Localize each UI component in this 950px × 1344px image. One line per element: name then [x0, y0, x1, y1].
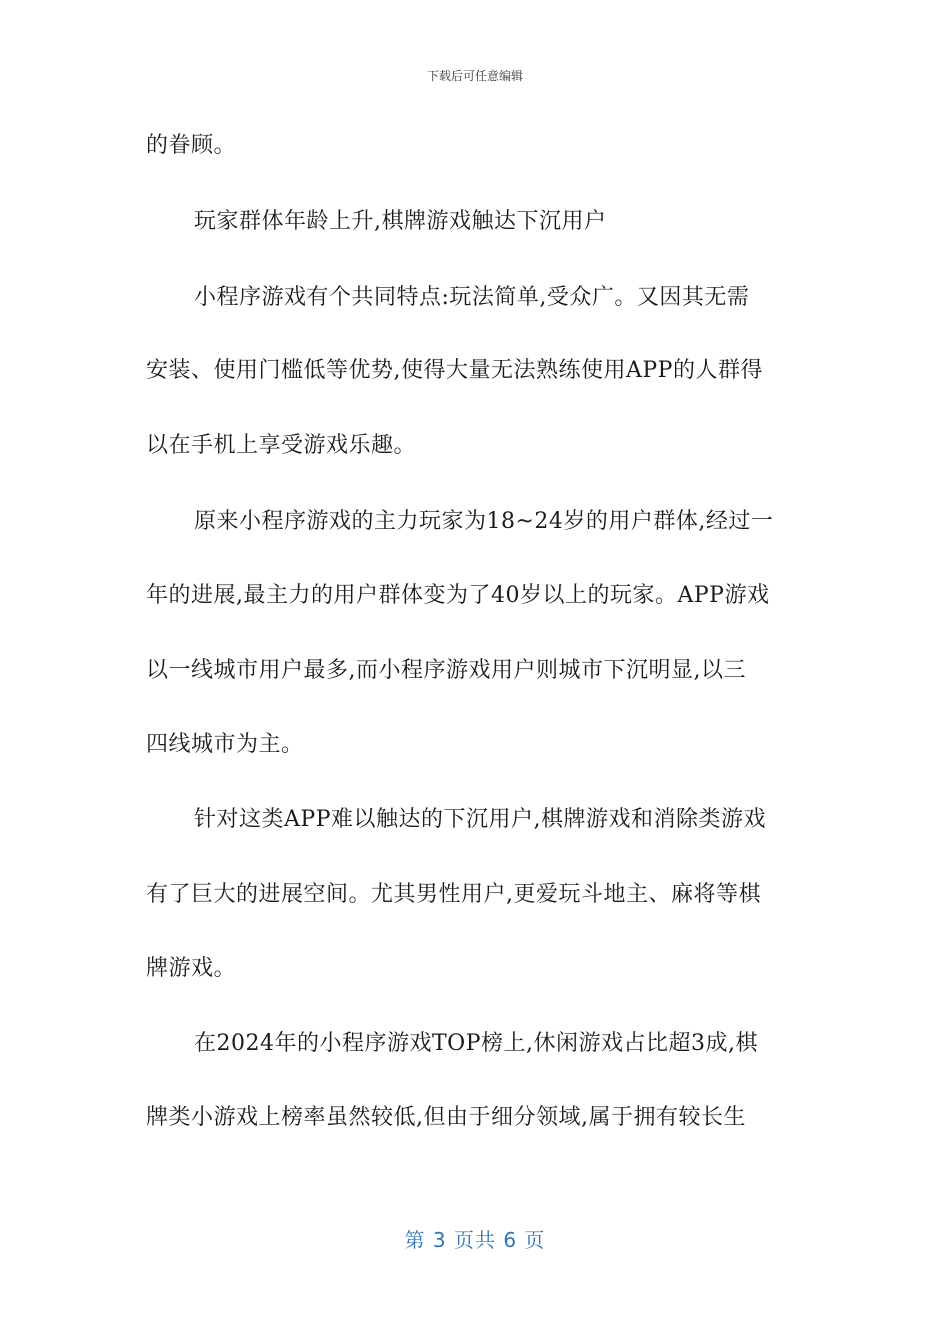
text-line: 以一线城市用户最多,而小程序游戏用户则城市下沉明显,以三	[146, 658, 746, 683]
page-header-note: 下载后可任意编辑	[426, 69, 523, 83]
text-line: 以在手机上享受游戏乐趣。	[146, 433, 417, 458]
text-line: 小程序游戏有个共同特点:玩法简单,受众广。又因其无需	[194, 285, 750, 310]
page-number-footer: 第 3 页共 6 页	[404, 1228, 546, 1252]
text-line: 年的进展,最主力的用户群体变为了40岁以上的玩家。APP游戏	[146, 583, 770, 608]
text-line: 牌游戏。	[146, 956, 237, 981]
text-line: 针对这类APP难以触达的下沉用户,棋牌游戏和消除类游戏	[194, 807, 766, 832]
text-line: 的眷顾。	[146, 133, 237, 158]
text-line: 安装、使用门槛低等优势,使得大量无法熟练使用APP的人群得	[146, 358, 763, 383]
text-line: 原来小程序游戏的主力玩家为18~24岁的用户群体,经过一	[194, 509, 774, 534]
text-line: 牌类小游戏上榜率虽然较低,但由于细分领域,属于拥有较长生	[146, 1105, 746, 1130]
text-line: 在2024年的小程序游戏TOP榜上,休闲游戏占比超3成,棋	[194, 1031, 758, 1056]
text-line: 有了巨大的进展空间。尤其男性用户,更爱玩斗地主、麻将等棋	[146, 882, 761, 907]
text-line: 四线城市为主。	[146, 732, 304, 757]
section-heading: 玩家群体年龄上升,棋牌游戏触达下沉用户	[194, 209, 607, 234]
